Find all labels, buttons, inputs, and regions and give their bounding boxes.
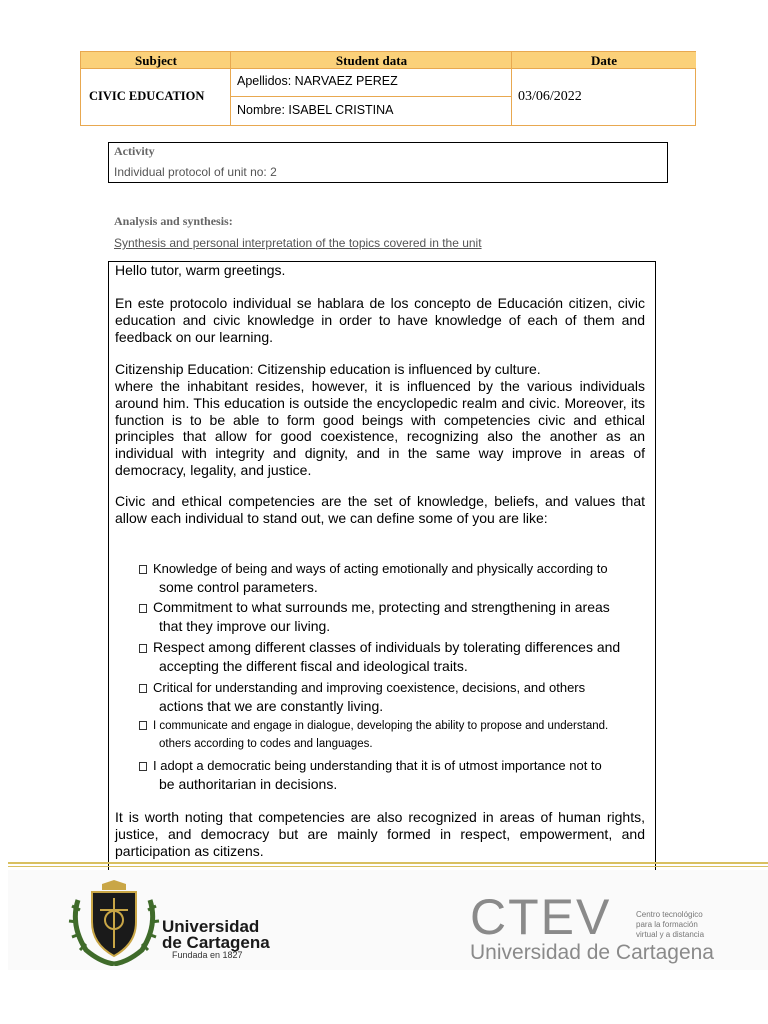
footer <box>8 870 768 970</box>
university-crest-icon <box>66 880 162 966</box>
list-item: Knowledge of being and ways of acting emotionally and physically according to some control parameters. <box>139 559 654 597</box>
analysis-label: Analysis and synthesis: <box>114 214 233 228</box>
competencies-paragraph: Civic and ethical competencies are the set of knowledge, beliefs, and values that allow each individual to stand out, we can define some of you are like: <box>115 493 645 526</box>
list-item: I adopt a democratic being understanding that it is of utmost importance not to be authoritarian in decisions. <box>139 756 654 794</box>
ctev-subtitle: Centro tecnológico para la formación virtual y a distancia <box>636 910 705 939</box>
checkbox-icon <box>139 604 147 613</box>
university-name-line1: Universidad <box>162 917 260 936</box>
apellidos-value: Apellidos: NARVAEZ PEREZ <box>237 74 398 88</box>
subject-value: CIVIC EDUCATION <box>89 89 205 103</box>
footer-rule <box>8 862 768 864</box>
checkbox-icon <box>139 721 147 730</box>
university-founded: Fundada en 1827 <box>172 950 243 960</box>
nombre-value: Nombre: ISABEL CRISTINA <box>237 103 394 117</box>
ctev-university-name: Universidad de Cartagena <box>470 941 714 964</box>
closing-paragraph: It is worth noting that competencies are also recognized in areas of human rights, justice, and democracy but are mainly formed in respect, empowerment, and participation as citizens. <box>115 809 645 859</box>
table-divider <box>231 96 512 97</box>
list-item: Commitment to what surrounds me, protecting and strengthening in areas that they improve our living. <box>139 598 654 636</box>
footer-rule <box>8 866 768 867</box>
list-item: I communicate and engage in dialogue, developing the ability to propose and understand. others according to codes and languages. <box>139 717 654 753</box>
date-header: Date <box>512 52 696 69</box>
list-item: Respect among different classes of individuals by tolerating differences and accepting the different fiscal and ideological traits. <box>139 638 654 676</box>
student-info-table <box>80 51 696 126</box>
checkbox-icon <box>139 644 147 653</box>
checkbox-icon <box>139 762 147 771</box>
subject-header: Subject <box>81 52 231 69</box>
synthesis-box <box>108 261 656 874</box>
citizenship-paragraph: where the inhabitant resides, however, it is influenced by the various individuals around him. This education is outside the encyclopedic realm and civic. Moreover, its function is to be able to form good beings with competencies civic and ethical principles that allow for good coexistence, recognizing also the another as an individual with integrity and dignity, and in the same way improve in areas of democracy, legality, and justice. <box>115 378 645 478</box>
checkbox-icon <box>139 565 147 574</box>
checkbox-icon <box>139 684 147 693</box>
list-item: Critical for understanding and improving coexistence, decisions, and others actions that we are constantly living. <box>139 678 654 716</box>
citizenship-heading-line: Citizenship Education: Citizenship education is influenced by culture. <box>115 361 541 377</box>
date-value: 03/06/2022 <box>518 89 582 104</box>
activity-label: Activity <box>114 144 155 158</box>
analysis-subtitle: Synthesis and personal interpretation of the topics covered in the unit <box>114 236 482 250</box>
table-divider <box>230 52 231 125</box>
university-name-line2: de Cartagena <box>162 933 270 952</box>
activity-text: Individual protocol of unit no: 2 <box>114 165 277 179</box>
greeting-text: Hello tutor, warm greetings. <box>115 262 286 278</box>
intro-paragraph: En este protocolo individual se hablara de los concepto de Educación citizen, civic education and civic knowledge in order to have knowledge of each of them and feedback on our learning. <box>115 295 645 345</box>
table-divider <box>511 52 512 125</box>
activity-box <box>108 142 668 183</box>
ctev-logo: CTEV <box>470 889 612 945</box>
student-data-header: Student data <box>231 52 512 69</box>
